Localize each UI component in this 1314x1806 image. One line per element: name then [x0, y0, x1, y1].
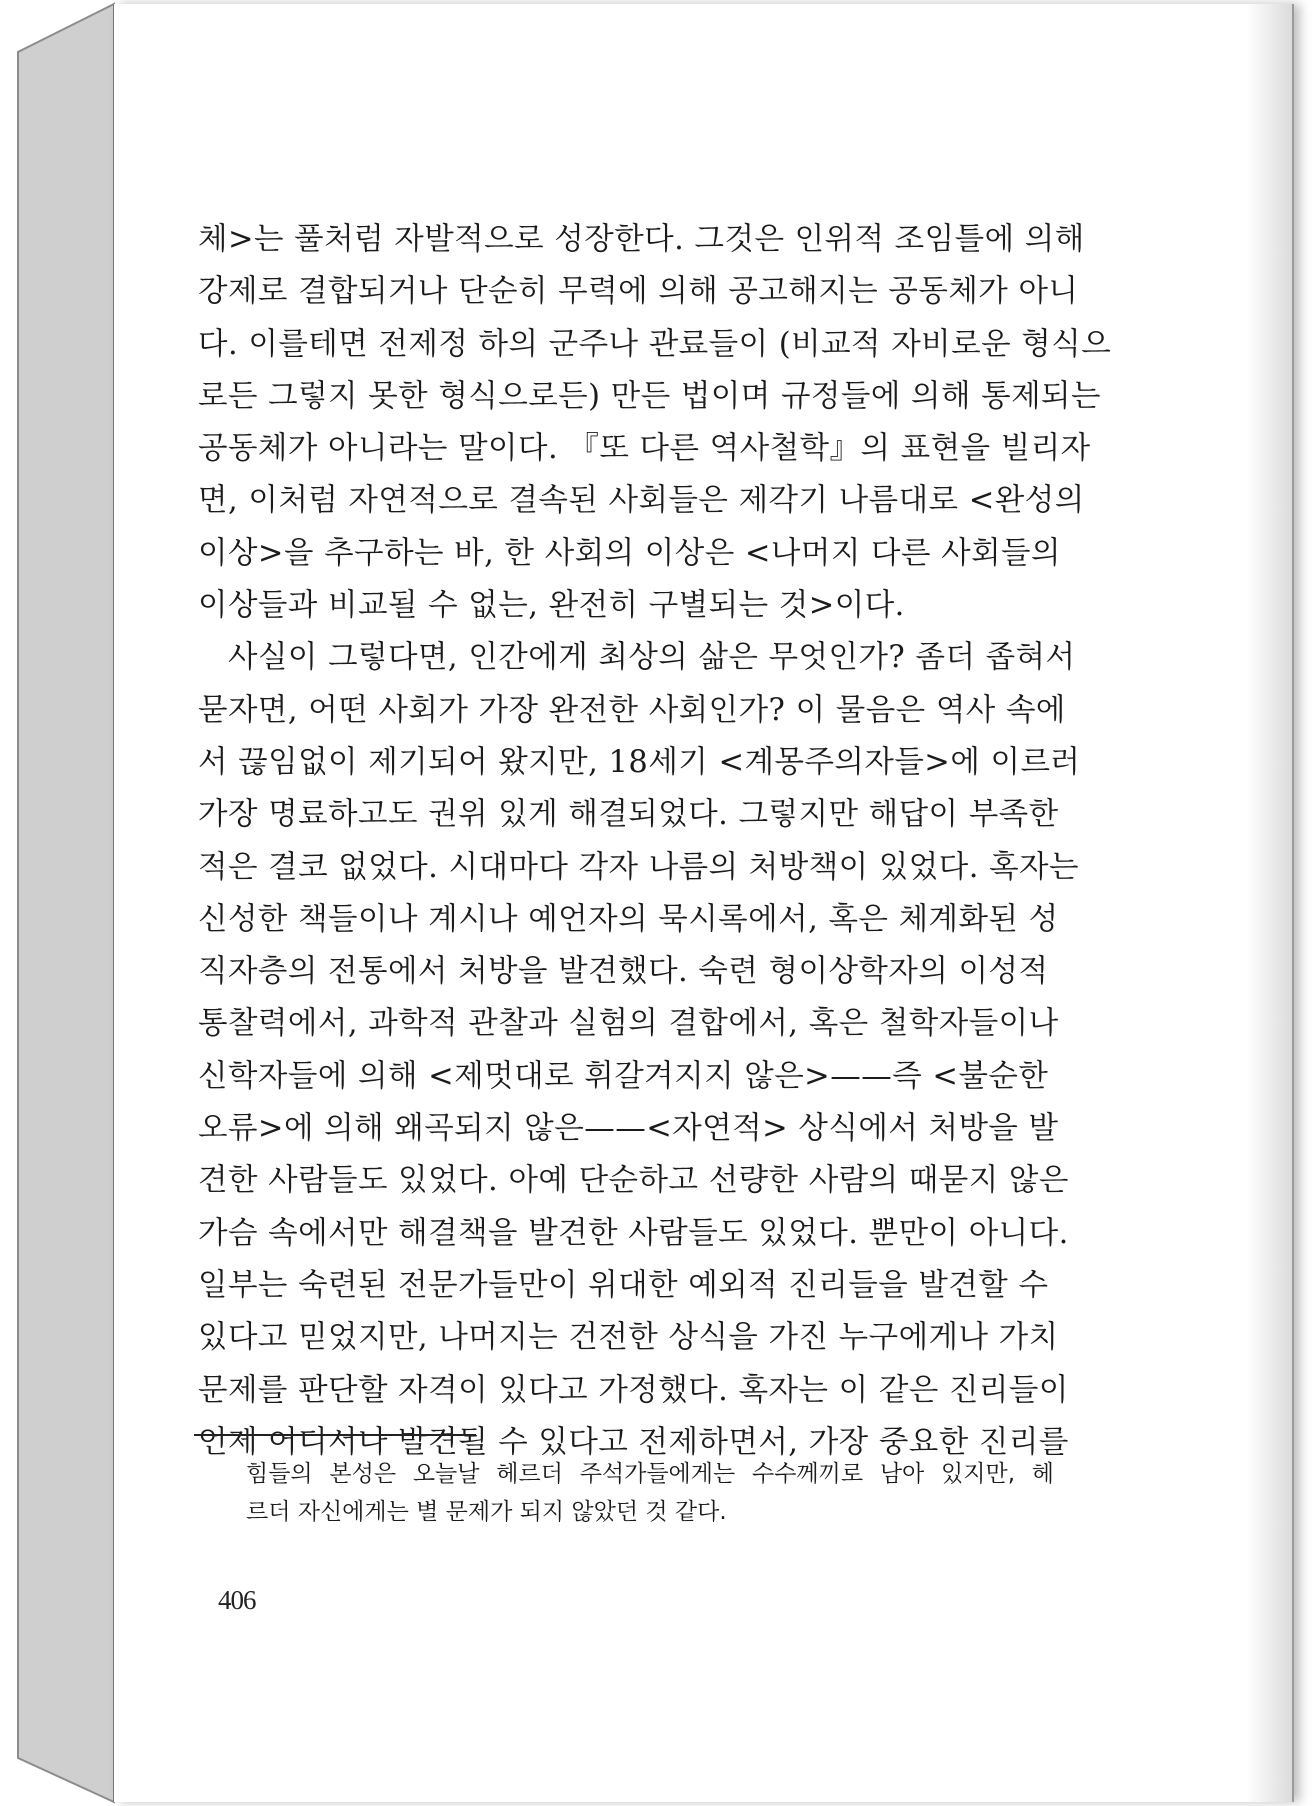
page-number: 406: [218, 1585, 256, 1615]
text-line: 문제를 판단할 자격이 있다고 가정했다. 혹자는 이 같은 진리들이: [198, 1372, 1069, 1408]
footnote-divider: [194, 1434, 476, 1436]
text-line: 공동체가 아니라는 말이다. 『또 다른 역사철학』의 표현을 빌리자: [198, 431, 1091, 467]
text-line: 이상들과 비교될 수 없는, 완전히 구별되는 것>이다.: [198, 588, 905, 624]
body-text: [198, 214, 1112, 1469]
text-line: 신성한 책들이나 계시나 예언자의 묵시록에서, 혹은 체계화된 성: [198, 901, 1059, 937]
footnote-line: 르더 자신에게는 별 문제가 되지 않았던 것 같다.: [246, 1499, 727, 1525]
text-line: 강제로 결합되거나 단순히 무력에 의해 공고해지는 공동체가 아니: [198, 274, 1079, 310]
text-line: 체>는 풀처럼 자발적으로 성장한다. 그것은 인위적 조임틀에 의해: [198, 222, 1085, 257]
text-line: 일부는 숙련된 전문가들만이 위대한 예외적 진리들을 발견할 수: [198, 1267, 1049, 1303]
text-line: 이상>을 추구하는 바, 한 사회의 이상은 <나머지 다른 사회들의: [198, 535, 1061, 571]
text-line: 적은 결코 없었다. 시대마다 각자 나름의 처방책이 있었다. 혹자는: [198, 849, 1079, 885]
text-line: 사실이 그렇다면, 인간에게 최상의 삶은 무엇인가? 좀더 좁혀서: [228, 640, 1076, 676]
text-line: 가슴 속에서만 해결책을 발견한 사람들도 있었다. 뿐만이 아니다.: [198, 1215, 1069, 1251]
text-line: 오류>에 의해 왜곡되지 않은——<자연적> 상식에서 처방을 발: [198, 1111, 1059, 1147]
text-line: 견한 사람들도 있었다. 아예 단순하고 선량한 사람의 때묻지 않은: [198, 1163, 1069, 1199]
text-line: 면, 이처럼 자연적으로 결속된 사회들은 제각기 나름대로 <완성의: [198, 483, 1085, 519]
text-line: 로든 그렇지 못한 형식으로든) 만든 법이며 규정들에 의해 통제되는: [198, 378, 1101, 414]
text-line: 서 끊임없이 제기되어 왔지만, 18세기 <계몽주의자들>에 이르러: [198, 744, 1081, 780]
text-line: 다. 이를테면 전제정 하의 군주나 관료들이 (비교적 자비로운 형식으: [198, 326, 1112, 362]
text-line: 신학자들에 의해 <제멋대로 휘갈겨지지 않은>——즉 <불순한: [198, 1058, 1049, 1094]
text-line: 묻자면, 어떤 사회가 가장 완전한 사회인가? 이 물음은 역사 속에: [198, 692, 1066, 728]
text-line: 있다고 믿었지만, 나머지는 건전한 상식을 가진 누구에게나 가치: [198, 1320, 1059, 1356]
text-line: 통찰력에서, 과학적 관찰과 실험의 결합에서, 혹은 철학자들이나: [198, 1006, 1059, 1042]
page-edge-shadow: [1246, 4, 1292, 1802]
text-line: 가장 명료하고도 권위 있게 해결되었다. 그렇지만 해답이 부족한: [198, 797, 1059, 833]
text-line: 언제 어디서나 발견될 수 있다고 전제하면서, 가장 중요한 진리를: [198, 1424, 1069, 1460]
footnote: [246, 1455, 1054, 1531]
footnote-line: 힘들의 본성은 오늘날 헤르더 주석가들에게는 수수께끼로 남아 있지만, 헤: [246, 1461, 1054, 1487]
text-line: 직자층의 전통에서 처방을 발견했다. 숙련 형이상학자의 이성적: [198, 954, 1049, 990]
